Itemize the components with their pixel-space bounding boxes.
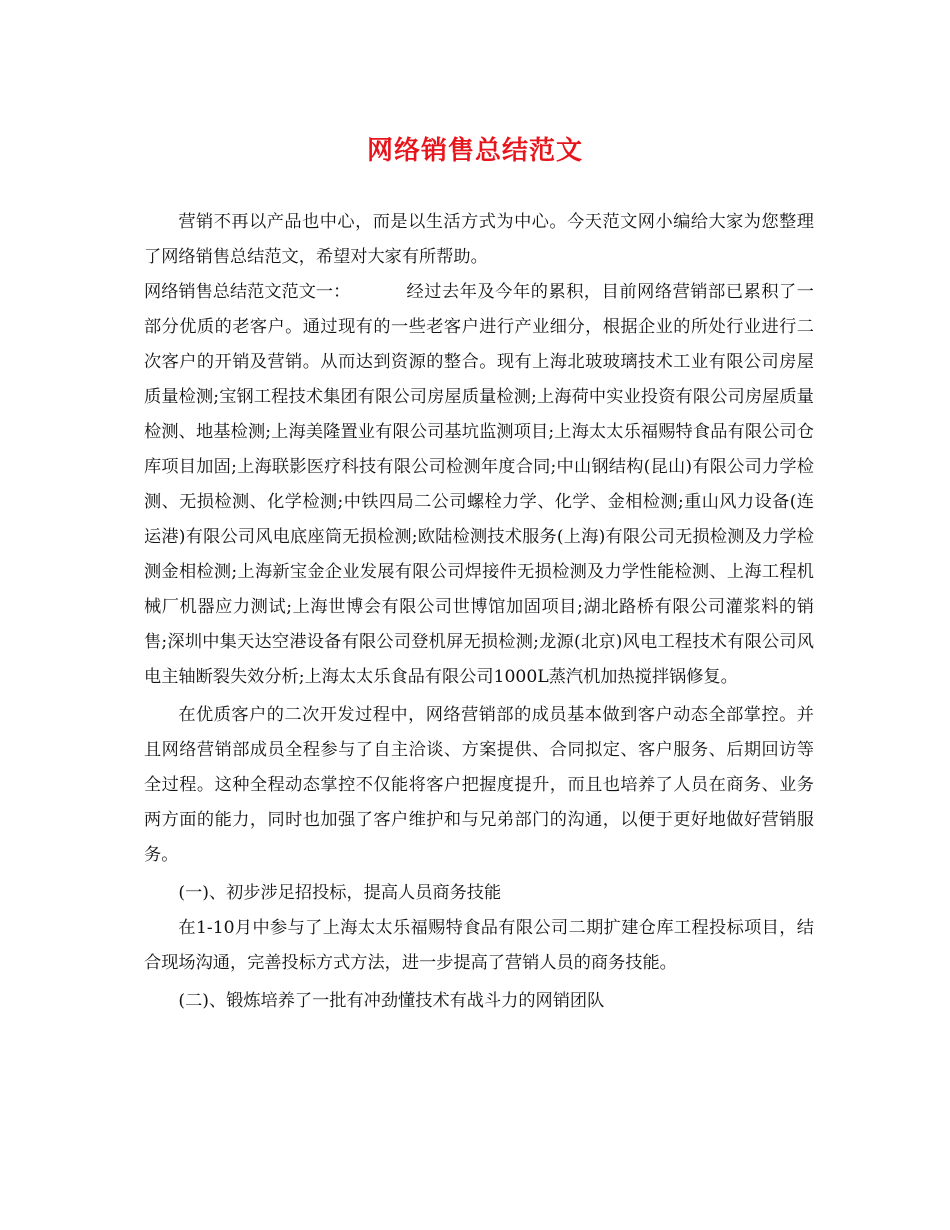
section-heading: (二)、锻炼培养了一批有冲劲懂技术有战斗力的网销团队 — [178, 991, 605, 1011]
sample-label: 网络销售总结范文范文一： — [144, 282, 351, 302]
document-body — [144, 205, 814, 1019]
sample-paragraph — [144, 275, 814, 695]
section-heading: (一)、初步涉足招投标，提高人员商务技能 — [178, 883, 502, 903]
intro-paragraph: 营销不再以产品也中心，而是以生活方式为中心。今天范文网小编给大家为您整理了网络销售总结范文，希望对大家有所帮助。 — [144, 212, 814, 267]
sample-text: 经过去年及今年的累积，目前网络营销部已累积了一部分优质的老客户。通过现有的一些老客户进行产业细分，根据企业的所处行业进行二次客户的开销及营销。从而达到资源的整合。现有上海北玻玻璃技术工业有限公司房屋质量检测;宝钢工程技术集团有限公司房屋质量检测;上海荷中实业投资有限公司房屋质量检测、地基检测;上海美隆置业有限公司基坑监测项目;上海太太乐福赐特食品有限公司仓库项目加固;上海联影医疗科技有限公司检测年度合同;中山钢结构(昆山)有限公司力学检测、无损检测、化学检测;中铁四局二公司螺栓力学、化学、金相检测;重山风力设备(连运港)有限公司风电底座筒无损检测;欧陆检测技术服务(上海)有限公司无损检测及力学检测金相检测;上海新宝金企业发展有限公司焊接件无损检测及力学性能检测、上海工程机械厂机器应力测试;上海世博会有限公司世博馆加固项目;湖北路桥有限公司灌浆料的销售;深圳中集天达空港设备有限公司登机屏无损检测;龙源(北京)风电工程技术有限公司风电主轴断裂失效分析;上海太太乐食品有限公司1000L蒸汽机加热搅拌锅修复。 — [144, 282, 814, 687]
body-paragraph: 在优质客户的二次开发过程中，网络营销部的成员基本做到客户动态全部掌控。并且网络营销部成员全程参与了自主洽谈、方案提供、合同拟定、客户服务、后期回访等全过程。这种全程动态掌控不仅能将客户把握度提升，而且也培养了人员在商务、业务两方面的能力，同时也加强了客户维护和与兄弟部门的沟通，以便于更好地做好营销服务。 — [144, 705, 814, 865]
body-paragraph: 在1-10月中参与了上海太太乐福赐特食品有限公司二期扩建仓库工程投标项目，结合现场沟通，完善投标方式方法，进一步提高了营销人员的商务技能。 — [144, 918, 814, 973]
document-title: 网络销售总结范文 — [366, 136, 583, 166]
